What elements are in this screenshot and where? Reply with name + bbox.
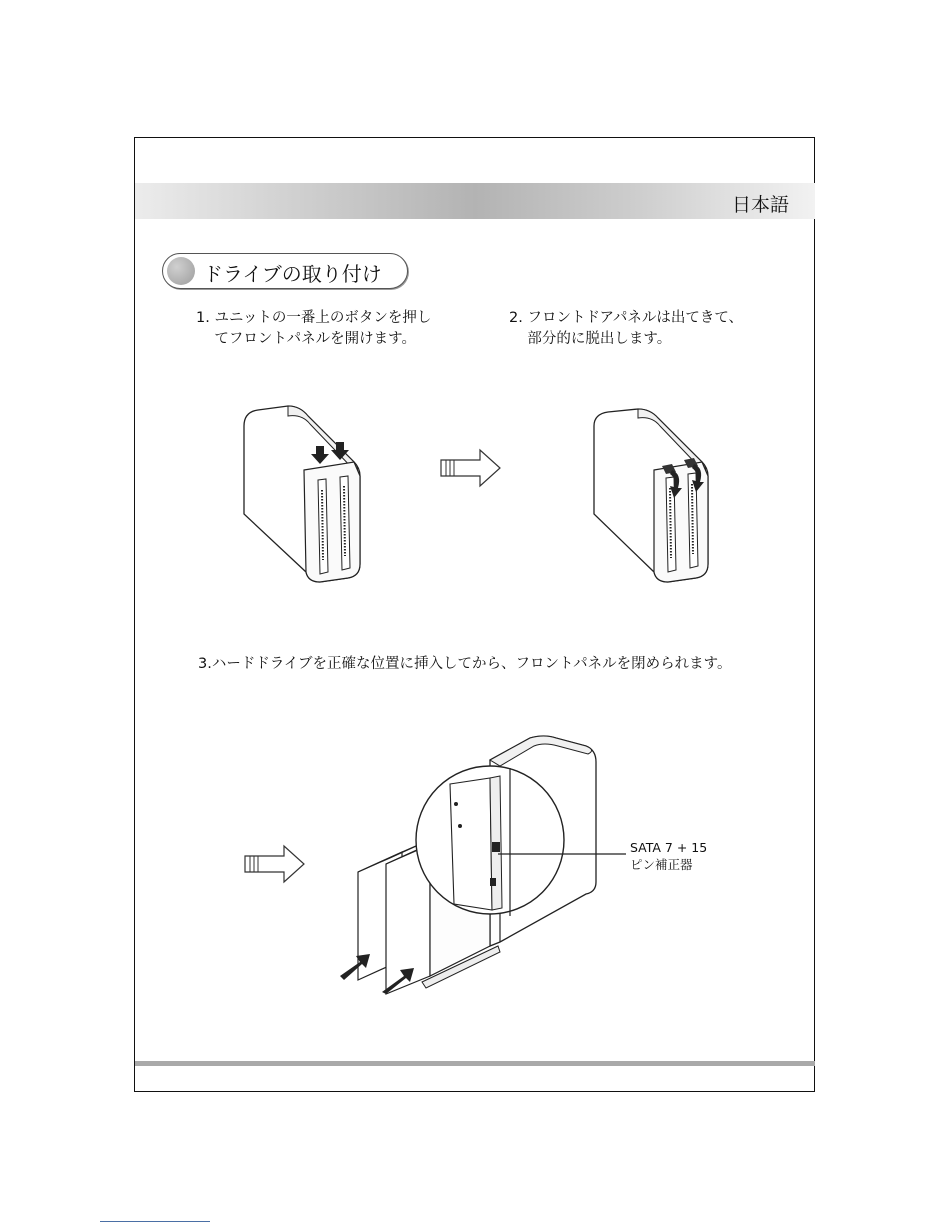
step-2-text: 2. フロントドアパネルは出てきて、 部分的に脱出します。: [509, 310, 744, 347]
language-bar: [135, 183, 815, 219]
bottom-divider: [135, 1061, 815, 1066]
bullet-icon: [167, 257, 195, 285]
drive-insertion-illustration: [330, 732, 630, 994]
step-1-text: 1. ユニットの一番上のボタンを押し てフロントパネルを開けます。: [196, 310, 432, 347]
section-title: ドライブの取り付け: [203, 262, 382, 286]
enclosure-open-illustration: [588, 408, 718, 588]
right-arrow-icon: [244, 845, 306, 883]
callout-line-2: ピン補正器: [630, 857, 693, 872]
language-label: 日本語: [731, 194, 789, 216]
footer-link-underline: [100, 1221, 210, 1222]
section-header: [162, 253, 408, 289]
enclosure-closed-illustration: [236, 404, 366, 584]
sata-callout: [630, 839, 707, 873]
callout-line-1: SATA 7 + 15: [630, 840, 708, 855]
right-arrow-icon: [440, 449, 502, 487]
step-3-text: 3.ハードドライブを正確な位置に挿入してから、フロントパネルを閉められます。: [198, 656, 732, 672]
